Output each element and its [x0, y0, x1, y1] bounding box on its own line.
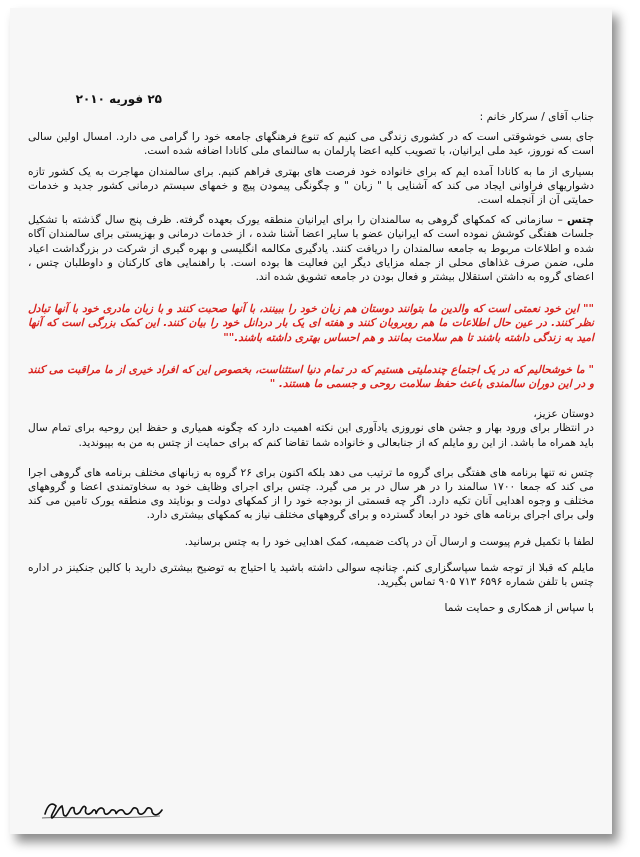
signature-image [40, 786, 190, 826]
paragraph-donation: لطفا با تکمیل فرم پیوست و ارسال آن در پاکت ضمیمه، کمک اهدایی خود را به چتس برسانید. [184, 535, 594, 548]
paragraph-chats [28, 213, 594, 284]
paragraph-immigration: بسیاری از ما به کانادا آمده ایم که برای خانواده خود فرصت های بهتری فراهم کنیم. برای سالمندان مهاجرت به یک کشور تازه دشواریهای فراوانی ایجاد می کند که آشنایی با " زبان " و چگونگی پیمودن پیچ و خمهای سیستم درمانی کشور جدید و خدمات حمایتی آن از آنجمله است. [28, 165, 594, 207]
closing-line: با سپاس از همکاری و حمایت شما [444, 602, 594, 615]
friends-greeting: دوستان عزیز، [533, 408, 594, 421]
letter-date: ۲۵ فوریه ۲۰۱۰ [75, 92, 162, 106]
paragraph-spring: در انتظار برای ورود بهار و جشن های نوروزی یادآوری این نکته اهمیت دارد که چگونه همیاری و حفظ این روحیه برای تمام سال باید همراه ما باشد. از این رو مایلم که از جنابعالی و خانواده شما تقاضا کنم که برای حمایت از چتس به من به بپیوندید. [28, 422, 594, 449]
salutation: جناب آقای / سرکار خانم : [479, 111, 594, 123]
quote-2: " ما خوشحالیم که در یک اجتماع چندملیتی هستیم که در تمام دنیا استثناست، بخصوص این که افراد خیری از ما مراقبت می کنند و در این دوران سالمندی باعث حفظ سلامت روحی و جسمی ما هستند. " [28, 363, 594, 391]
paragraph-intro: جای بسی خوشوقتی است که در کشوری زندگی می کنیم که تنوع فرهنگهای جامعه خود را گرامی می دارد. امسال اولین سالی است که نوروز، عید ملی ایرانیان، با تصویب کلیه اعضا پارلمان به سالنمای ملی کانادا اضافه شده است. [28, 131, 594, 158]
quote-1: "" این خود نعمتی است که والدین ما بتوانند دوستان هم زبان خود را ببینند، با آنها صحبت کنند و با زبان مادری خود با آنها تبادل نظر کنند. در عین حال اطلاعات ما هم روبروبان کنند و هفته ای یک بار دردانل خود را بیان کنند. این کمک بزرگی است که آنها امید به زندگی داشته باشند تا هم سلامت بمانند و هم احساس بهتری داشته باشند."" [28, 303, 594, 344]
paragraph-thanks: مایلم که قبلا از توجه شما سپاسگزاری کنم. چنانچه سوالی داشته باشید یا احتیاج به توضیح بیشتری دارید با کالین جنکینز در اداره چتس با تلفن شماره ۶۵۹۶ ۷۱۳ ۹۰۵ تماس بگیرید. [28, 561, 594, 589]
paragraph-chats-text: – سازمانی که کمکهای گروهی به سالمندان را برای ایرانیان منطقه یورک بعهده گرفته. ظرف پنج سال گذشته با تشکیل جلسات هفتگی کوشش نموده است که ایرانیان عضو با سایر اعضا آشنا شده ، از خدمات درمانی و بهزیستی برای سالمندان آگاه شده و اطلاعات مربوط به جامعه سالمندان را دریافت کنند. یادگیری مکالمه انگلیسی و بهره گیری از شرکت در بزرگداشت اعیاد ملی، ضمن صرف غذاهای محلی از جمله مزایای دیگر این فعالیت ها بوده است. با راهنمایی های کارکنان و داوطلبان چتس ، اعضای گروه به داشتن استقلال بیشتر و فعال بودن در جامعه تشویق شده اند. [28, 214, 594, 284]
org-name: چتس [567, 214, 594, 227]
letter-body [28, 88, 594, 615]
paragraph-programs: چتس نه تنها برنامه های هفتگی برای گروه ما ترتیب می دهد بلکه اکنون برای ۲۶ گروه به زبانهای مختلف برنامه های گروهی اجرا می کند که جمعا ۱۷۰۰ سالمند را در هر سال در بر می گیرد. چتس برای اجرای وظایف خود به سخاوتمندی اعضا و گروههای مختلف و وجوه اهدایی آنان تکیه دارد. اگر چه قسمتی از بودجه خود را از کمکهای دولت و بونایتد وی منطقه یورک تامین می کند ولی برای اجرای برنامه های خود در ابعاد گسترده و برای گروههای مختلف نیاز به کمکهای بیشتری دارد. [28, 466, 594, 522]
